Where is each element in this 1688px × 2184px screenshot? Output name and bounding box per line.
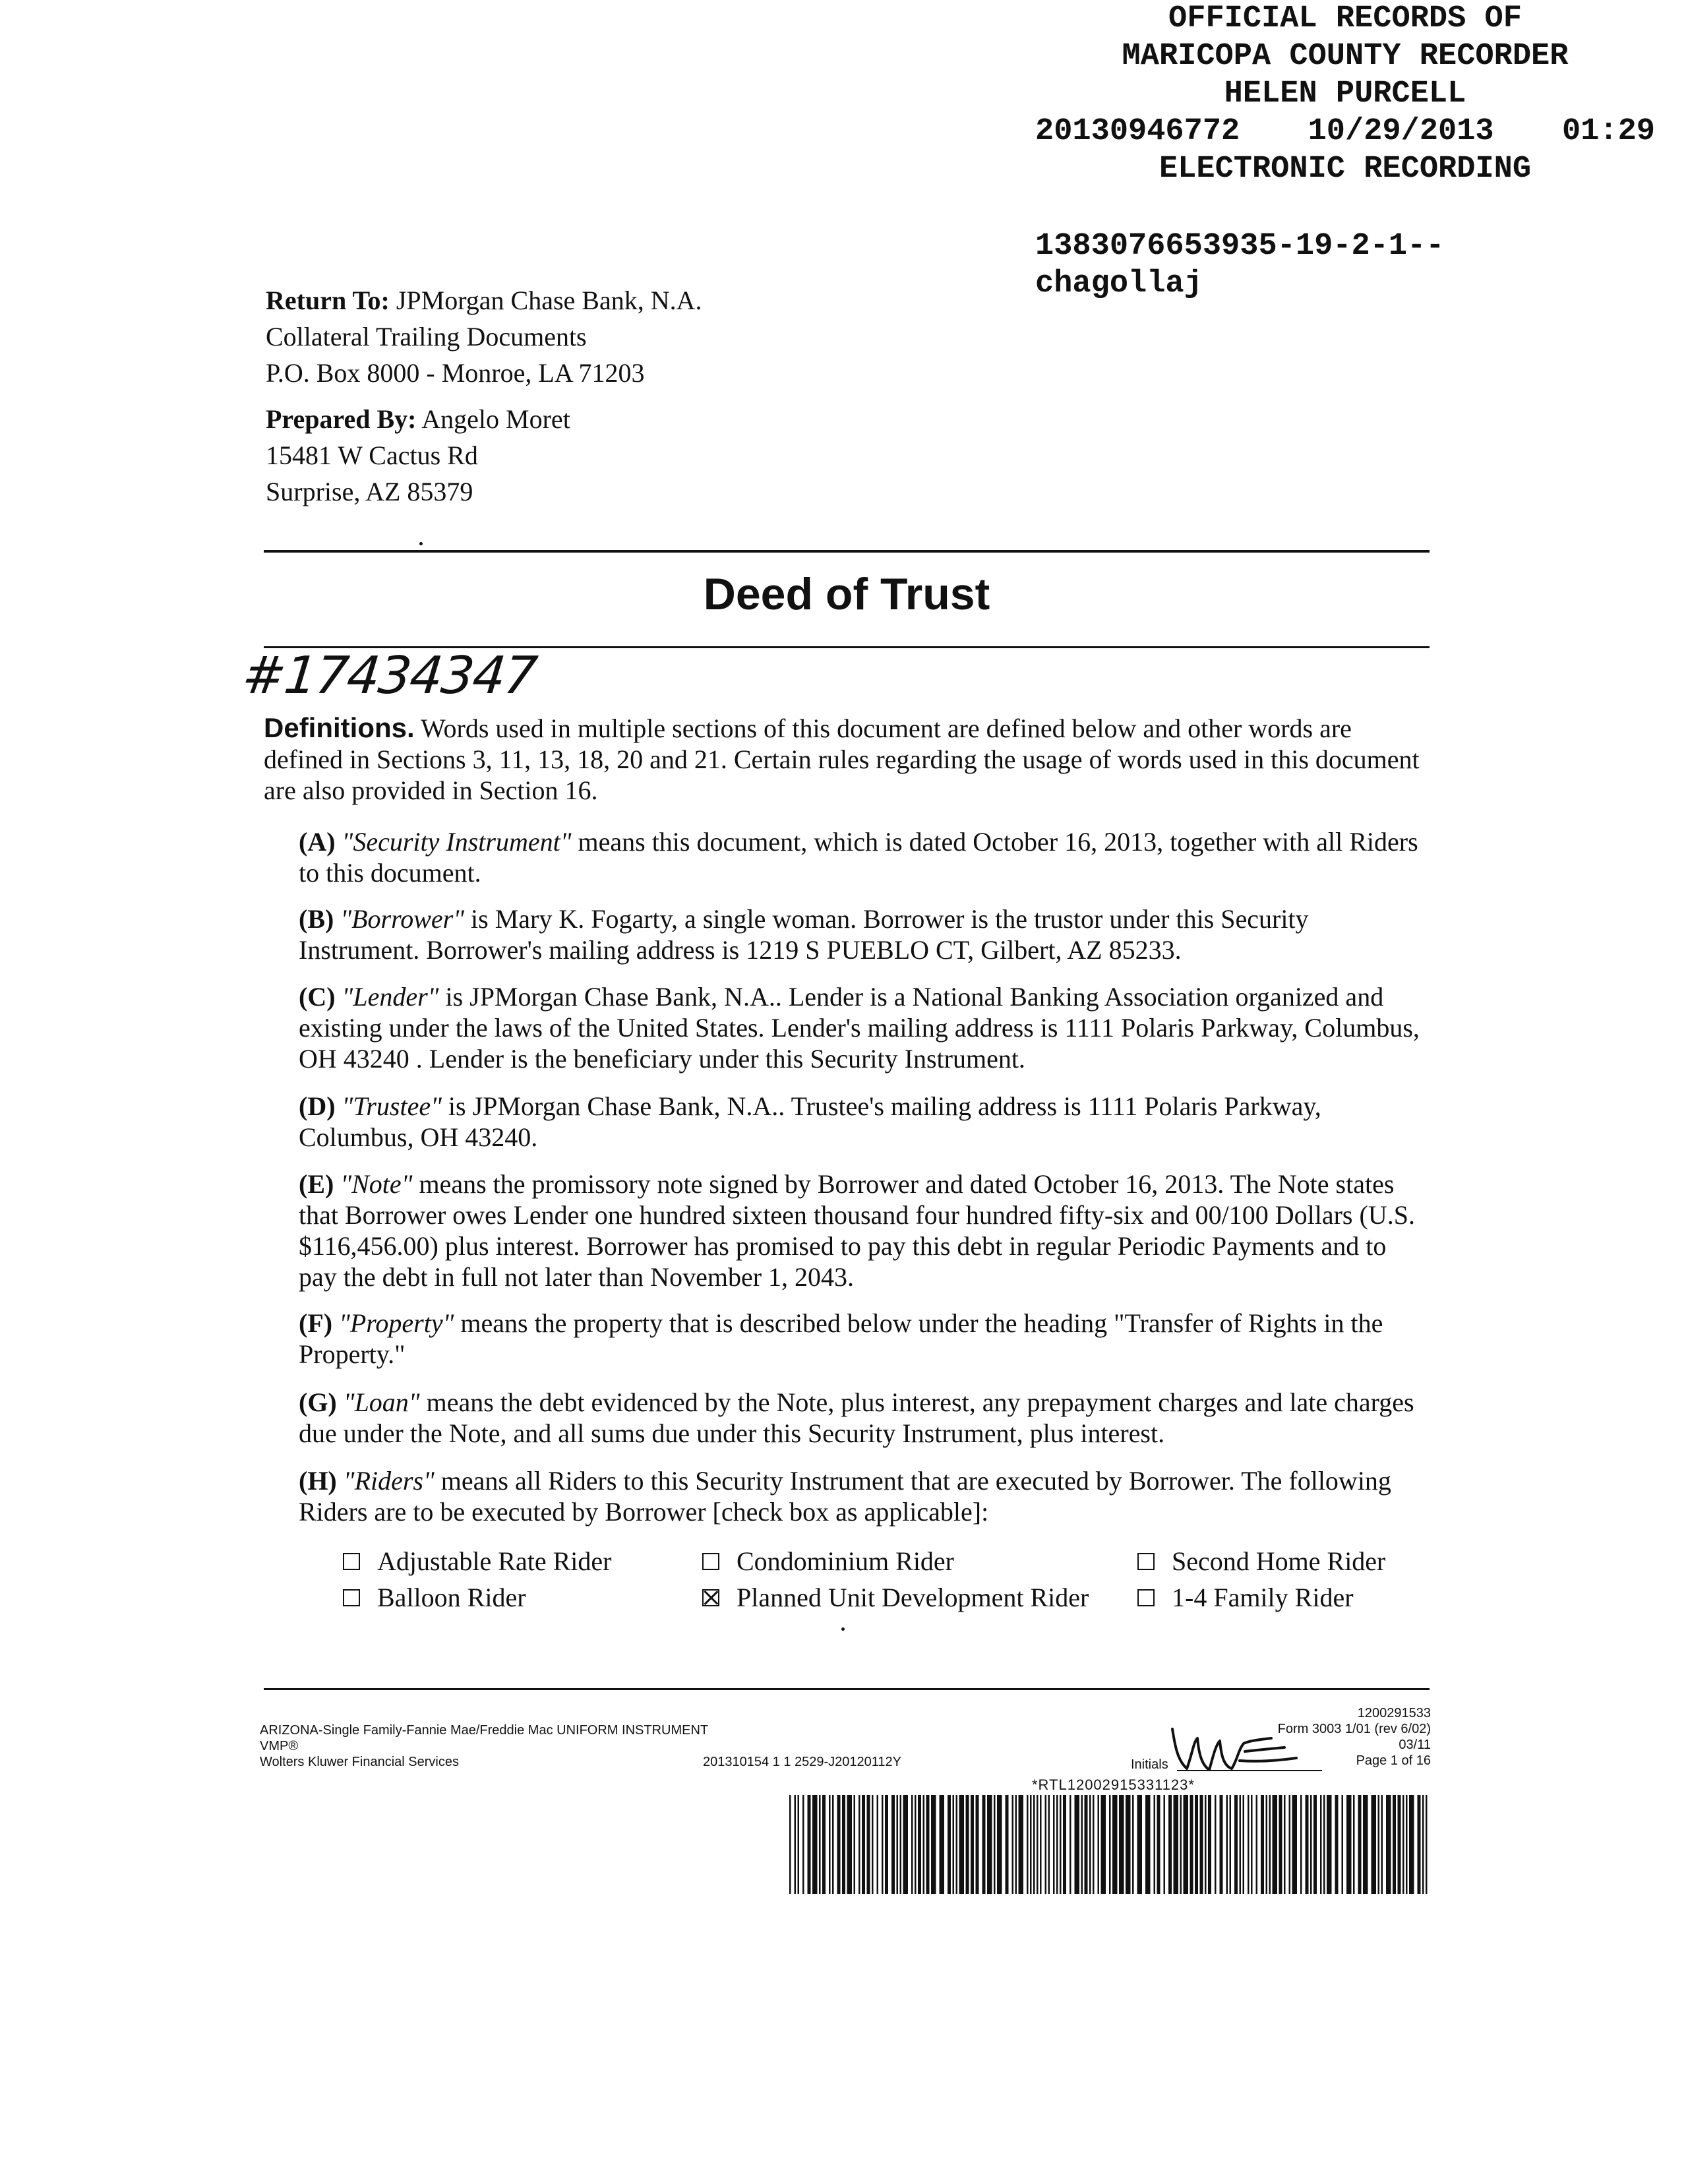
barcode-bar [1300, 1795, 1302, 1894]
barcode-bar [1070, 1795, 1071, 1894]
rider-condominium[interactable] [702, 1543, 1137, 1579]
initials-label: Initials [1131, 1757, 1168, 1772]
prepared-by-line-2: 15481 W Cactus Rd [266, 440, 478, 470]
definition-text: is Mary K. Fogarty, a single woman. Borrower is the trustor under this Security Instrument. Borrower's mailing address is 1219 S PUEBLO CT, Gilbert, AZ 85233. [299, 904, 1309, 965]
rider-second-home[interactable] [1137, 1543, 1414, 1579]
barcode-bar [926, 1795, 930, 1894]
barcode-bar [832, 1795, 834, 1894]
barcode-bar [1240, 1795, 1242, 1894]
barcode-bar [1056, 1795, 1058, 1894]
stamp-record-number: 20130946772 [1035, 114, 1240, 149]
barcode-bar [1261, 1795, 1264, 1894]
scan-speck [841, 1627, 845, 1631]
barcode-bar [1174, 1795, 1179, 1894]
barcode-bar [1230, 1795, 1232, 1894]
barcode-bar [994, 1795, 996, 1894]
definition-label: (A) [299, 827, 336, 857]
barcode-bar [1006, 1795, 1009, 1894]
definition-term: "Riders" [343, 1466, 435, 1496]
definition-label: (E) [299, 1169, 334, 1199]
stamp-record-row [1035, 113, 1655, 150]
barcode-bar [829, 1795, 831, 1894]
barcode-bar [982, 1795, 986, 1894]
barcode-bar [1346, 1795, 1352, 1894]
barcode-bar [789, 1795, 791, 1894]
barcode-bar [862, 1795, 865, 1894]
barcode-bar [1027, 1795, 1029, 1894]
form-date: 03/11 [1399, 1738, 1431, 1752]
barcode-bar [966, 1795, 969, 1894]
barcode-bar [822, 1795, 826, 1894]
barcode-bar [1089, 1795, 1091, 1894]
barcode-bar [1363, 1795, 1368, 1894]
definitions-intro-text: Words used in multiple sections of this document are defined below and other words are defined in Sections 3, 11, 13, 18, 20 and 21. Certain rules regarding the usage of words used in this document are also provided in Section 16. [264, 713, 1420, 805]
rider-label: 1-4 Family Rider [1172, 1583, 1354, 1612]
barcode-bar [1164, 1795, 1166, 1894]
definition-item [299, 826, 1430, 888]
barcode-bar [1184, 1795, 1189, 1894]
barcode-bar [808, 1795, 811, 1894]
barcode-bar [923, 1795, 925, 1894]
stamp-line-5: ELECTRONIC RECORDING [1159, 152, 1532, 187]
document-code: 201310154 1 1 2529-J20120112Y [703, 1755, 902, 1769]
definition-label: (G) [299, 1387, 337, 1417]
barcode-bar [1132, 1795, 1134, 1894]
barcode-bar [1215, 1795, 1217, 1894]
barcode-bar [1358, 1795, 1362, 1894]
barcode-bar [956, 1795, 958, 1894]
barcode-bar [1266, 1795, 1268, 1894]
form-publisher: Wolters Kluwer Financial Services [260, 1755, 459, 1769]
barcode-bar [948, 1795, 951, 1894]
barcode-bar [1353, 1795, 1355, 1894]
definition-term: "Lender" [342, 982, 439, 1012]
barcode-bar [1426, 1795, 1428, 1894]
barcode-bar [1168, 1795, 1172, 1894]
rider-1-4-family[interactable] [1137, 1579, 1414, 1616]
barcode-bar [1190, 1795, 1193, 1894]
barcode-bar [1320, 1795, 1322, 1894]
return-to-label: Return To: [266, 286, 390, 315]
definitions-intro [264, 712, 1431, 806]
rider-label: Second Home Rider [1172, 1546, 1386, 1576]
barcode-bar [1063, 1795, 1066, 1894]
barcode-bar [1145, 1795, 1151, 1894]
definition-text: means the promissory note signed by Borrower and dated October 16, 2013. The Note states that Borrower owes Lender one hundred sixteen thousand four hundred fifty-six and 00/100 Dollars (U.S. $116,456.00) plus interest. Borrower has promised to pay this debt in regular Periodic Payments and to pay the debt in full not later than November 1, 2043. [299, 1169, 1415, 1292]
barcode-bar [1085, 1795, 1088, 1894]
definition-text: is JPMorgan Chase Bank, N.A.. Trustee's mailing address is 1111 Polaris Parkway, Columbus, OH 43240. [299, 1091, 1321, 1152]
barcode-bar [819, 1795, 821, 1894]
barcode-bar [1180, 1795, 1182, 1894]
barcode-bar [1251, 1795, 1253, 1894]
barcode-bar [1053, 1795, 1055, 1894]
loan-number: 1200291533 [1357, 1706, 1431, 1720]
form-title: ARIZONA-Single Family-Fannie Mae/Freddie Mac UNIFORM INSTRUMENT [260, 1723, 709, 1738]
barcode-bar [1060, 1795, 1062, 1894]
barcode-bar [1040, 1795, 1042, 1894]
rider-checkbox[interactable] [1137, 1589, 1155, 1606]
barcode-bar [798, 1795, 800, 1894]
barcode-bar [940, 1795, 945, 1894]
rider-adjustable-rate[interactable] [343, 1543, 702, 1579]
rider-planned-unit-development[interactable] [702, 1579, 1137, 1616]
barcode-bar [882, 1795, 884, 1894]
barcode-bar [1200, 1795, 1203, 1894]
return-to-name: JPMorgan Chase Bank, N.A. [389, 286, 702, 315]
barcode-bar [1109, 1795, 1111, 1894]
definition-label: (B) [299, 904, 334, 934]
rider-checkbox-list [343, 1543, 1437, 1616]
handwritten-number: #17434347 [239, 646, 539, 706]
rider-checkbox-checked[interactable] [702, 1589, 719, 1606]
definition-text: means this document, which is dated October 16, 2013, together with all Riders to this document. [299, 827, 1418, 888]
top-divider [264, 550, 1430, 553]
barcode-bar [1402, 1795, 1404, 1894]
definition-item [299, 1308, 1430, 1370]
barcode-bar [1378, 1795, 1380, 1894]
barcode-bar [1313, 1795, 1317, 1894]
barcode-bar [1037, 1795, 1039, 1894]
definition-term: "Loan" [343, 1387, 420, 1417]
definition-term: "Property" [339, 1308, 454, 1338]
barcode-bar [1256, 1795, 1258, 1894]
barcode-bar [1157, 1795, 1160, 1894]
barcode-bar [854, 1795, 856, 1894]
stamp-record-date: 10/29/2013 [1308, 114, 1494, 149]
rider-checkbox[interactable] [343, 1553, 360, 1570]
prepared-by-label: Prepared By: [266, 404, 417, 434]
barcode-bar [1327, 1795, 1332, 1894]
barcode-bar [1154, 1795, 1156, 1894]
barcode-bar [1019, 1795, 1024, 1894]
barcode-bar [1093, 1795, 1095, 1894]
barcode-bar [1342, 1795, 1344, 1894]
definition-text: means all Riders to this Security Instrument that are executed by Borrower. The following Riders are to be executed by Borrower [check box as applicable]: [299, 1466, 1391, 1527]
barcode-bar [918, 1795, 921, 1894]
barcode-caption: *RTL12002915331123* [1032, 1776, 1195, 1793]
rider-label: Adjustable Rate Rider [377, 1546, 612, 1576]
barcode-bar [859, 1795, 860, 1894]
definition-term: "Borrower" [340, 904, 465, 934]
barcode-bar [976, 1795, 979, 1894]
rider-label: Condominium Rider [737, 1546, 954, 1576]
return-to-line-3: P.O. Box 8000 - Monroe, LA 71203 [266, 358, 645, 388]
barcode-bar [1386, 1795, 1391, 1894]
barcode-bar [997, 1795, 1002, 1894]
barcode-bar [1306, 1795, 1309, 1894]
form-info [260, 1722, 708, 1770]
rider-label: Balloon Rider [377, 1583, 526, 1612]
barcode-bar [1226, 1795, 1228, 1894]
barcode-bar [802, 1795, 804, 1894]
barcode-bar [872, 1795, 874, 1894]
barcode [789, 1795, 1429, 1894]
definitions-heading: Definitions. [264, 712, 415, 743]
barcode-bar [1398, 1795, 1401, 1894]
barcode-bar [1393, 1795, 1396, 1894]
barcode-bar [987, 1795, 992, 1894]
definition-item [299, 981, 1430, 1074]
barcode-bar [1030, 1795, 1032, 1894]
barcode-bar [1081, 1795, 1083, 1894]
barcode-bar [847, 1795, 853, 1894]
barcode-bar [1045, 1795, 1047, 1894]
barcode-bar [1048, 1795, 1050, 1894]
stamp-line-1: OFFICIAL RECORDS OF [1168, 1, 1522, 36]
barcode-bar [795, 1795, 797, 1894]
barcode-bar [1098, 1795, 1100, 1894]
prepared-by-block [266, 401, 570, 510]
barcode-bar [1273, 1795, 1278, 1894]
barcode-bar [1205, 1795, 1207, 1894]
definition-item [299, 1465, 1430, 1527]
definition-term: "Trustee" [342, 1091, 442, 1121]
barcode-bar [1406, 1795, 1408, 1894]
definition-item [299, 903, 1430, 965]
barcode-bar [900, 1795, 902, 1894]
definition-label: (F) [299, 1308, 333, 1338]
recorder-stamp [1035, 0, 1655, 303]
barcode-bar [1248, 1795, 1250, 1894]
barcode-bar [812, 1795, 818, 1894]
barcode-bar [1012, 1795, 1014, 1894]
barcode-bar [1284, 1795, 1286, 1894]
barcode-bar [1220, 1795, 1223, 1894]
rider-checkbox[interactable] [702, 1553, 719, 1570]
barcode-bar [1279, 1795, 1282, 1894]
barcode-bar [1381, 1795, 1383, 1894]
page-number: Page 1 of 16 [1356, 1753, 1431, 1768]
barcode-bar [1126, 1795, 1131, 1894]
barcode-bar [1289, 1795, 1291, 1894]
document-title: Deed of Trust [703, 569, 990, 619]
barcode-bar [1243, 1795, 1245, 1894]
barcode-bar [1335, 1795, 1339, 1894]
barcode-bar [931, 1795, 936, 1894]
definition-text: is JPMorgan Chase Bank, N.A.. Lender is a National Banking Association organized and existing under the laws of the United States. Lender's mailing address is 1111 Polaris Parkway, Columbus, OH 43240 . Lender is the beneficiary under this Security Instrument. [299, 982, 1420, 1074]
barcode-bar [1208, 1795, 1211, 1894]
return-to-block [266, 282, 702, 391]
definition-term: "Note" [340, 1169, 413, 1199]
scan-speck [419, 542, 423, 545]
definition-text: means the property that is described below under the heading "Transfer of Rights in the Property." [299, 1308, 1383, 1369]
barcode-bar [1033, 1795, 1035, 1894]
barcode-bar [897, 1795, 899, 1894]
barcode-bar [1292, 1795, 1298, 1894]
barcode-bar [891, 1795, 895, 1894]
definition-text: means the debt evidenced by the Note, plus interest, any prepayment charges and late charges due under the Note, and all sums due under this Security Instrument, plus interest. [299, 1387, 1414, 1448]
barcode-bar [1119, 1795, 1124, 1894]
rider-label: Planned Unit Development Rider [737, 1583, 1089, 1612]
barcode-bar [877, 1795, 879, 1894]
definition-label: (H) [299, 1466, 337, 1496]
barcode-bar [837, 1795, 841, 1894]
definition-term: "Security Instrument" [342, 827, 572, 857]
return-to-line-2: Collateral Trailing Documents [266, 322, 587, 351]
barcode-bar [1323, 1795, 1325, 1894]
barcode-bar [1372, 1795, 1377, 1894]
barcode-bar [1310, 1795, 1312, 1894]
rider-checkbox[interactable] [1137, 1553, 1155, 1570]
prepared-by-name: Angelo Moret [416, 404, 570, 434]
barcode-bar [1418, 1795, 1421, 1894]
prepared-by-line-3: Surprise, AZ 85379 [266, 477, 473, 506]
barcode-bar [971, 1795, 974, 1894]
barcode-bar [953, 1795, 955, 1894]
definition-label: (D) [299, 1091, 336, 1121]
stamp-record-time: 01:29 [1561, 114, 1655, 149]
definition-label: (C) [299, 982, 336, 1012]
barcode-bar [1075, 1795, 1080, 1894]
barcode-bar [911, 1795, 913, 1894]
barcode-bar [959, 1795, 965, 1894]
rider-checkbox[interactable] [343, 1589, 360, 1606]
barcode-bar [842, 1795, 845, 1894]
stamp-batch-user: chagollaj [1035, 266, 1203, 301]
form-vendor: VMP® [260, 1739, 299, 1753]
footer-divider [264, 1688, 1430, 1690]
definition-item [299, 1168, 1430, 1292]
barcode-bar [1422, 1795, 1424, 1894]
barcode-bar [1195, 1795, 1198, 1894]
barcode-bar [867, 1795, 870, 1894]
definition-item [299, 1091, 1430, 1153]
barcode-bar [903, 1795, 909, 1894]
barcode-bar [1112, 1795, 1118, 1894]
barcode-bar [1234, 1795, 1238, 1894]
barcode-bar [1409, 1795, 1414, 1894]
form-number: Form 3003 1/01 (rev 6/02) [1277, 1722, 1431, 1736]
definition-item [299, 1387, 1430, 1449]
barcode-bar [1137, 1795, 1143, 1894]
stamp-batch-id: 1383076653935-19-2-1-- [1035, 229, 1445, 264]
barcode-bar [915, 1795, 917, 1894]
barcode-bar [1269, 1795, 1271, 1894]
barcode-bar [885, 1795, 888, 1894]
rider-balloon[interactable] [343, 1579, 702, 1616]
stamp-line-2: MARICOPA COUNTY RECORDER [1122, 39, 1569, 74]
barcode-bar [1015, 1795, 1017, 1894]
barcode-bar [1101, 1795, 1106, 1894]
stamp-recorder-name: HELEN PURCELL [1224, 76, 1466, 111]
